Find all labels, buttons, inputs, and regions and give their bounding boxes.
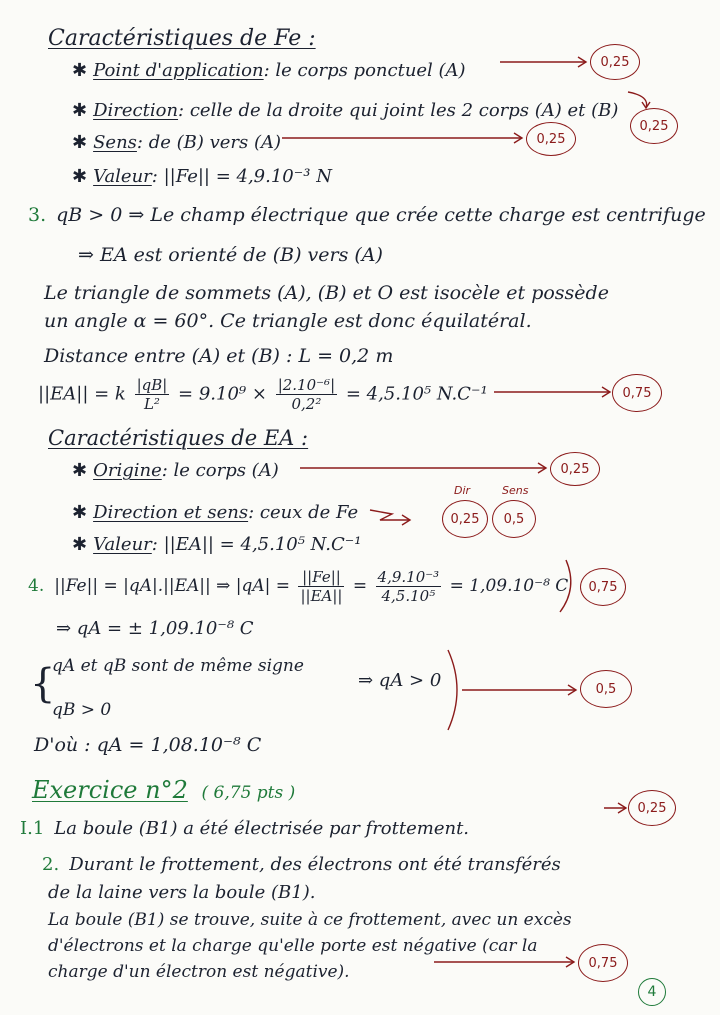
text-origine: : le corps (A) xyxy=(161,460,279,481)
text-direction: : celle de la droite qui joint les 2 corps (A) et (B) xyxy=(178,100,619,121)
score-sign: 0,5 xyxy=(580,670,632,708)
q4-result: = 1,09.10⁻⁸ C xyxy=(449,576,569,596)
frac-num: |qB| xyxy=(136,376,168,394)
ex2-item2c: La boule (B1) se trouve, suite à ce frottement, avec un excès xyxy=(48,910,572,930)
bullet-mark: ✱ xyxy=(72,100,88,121)
label-point: Point d'application xyxy=(93,60,264,81)
implication-qa-positive: ⇒ qA > 0 xyxy=(358,670,442,691)
item-number-i1: I.1 xyxy=(20,818,45,839)
q3-formula-c: = 4,5.10⁵ N.C⁻¹ xyxy=(345,383,488,405)
frac-den: 4,5.10⁵ xyxy=(381,587,436,605)
ex2-item2d: d'électrons et la charge qu'elle porte est négative (car la xyxy=(48,936,538,956)
section-title-fe: Caractéristiques de Fe : xyxy=(48,26,316,51)
question-number-4: 4. xyxy=(28,576,45,596)
q3-line5: Distance entre (A) et (B) : L = 0,2 m xyxy=(44,345,394,367)
label-dir-sens: Direction et sens xyxy=(93,502,249,523)
ex2-item2a-text: Durant le frottement, des électrons ont été transférés xyxy=(69,854,561,875)
bullet-mark: ✱ xyxy=(72,534,88,555)
label-sens: Sens xyxy=(93,132,137,153)
bullet-mark: ✱ xyxy=(72,460,88,481)
score-point: 0,25 xyxy=(590,44,640,80)
q3-line4: un angle α = 60°. Ce triangle est donc équilatéral. xyxy=(44,310,532,332)
q4-text1: ||Fe|| = |qA|.||EA|| ⇒ |qA| = xyxy=(54,576,291,596)
exercise-2-points: ( 6,75 pts ) xyxy=(201,783,296,803)
bracket-sign xyxy=(448,650,457,730)
label-direction: Direction xyxy=(93,100,179,121)
score-ex2-2: 0,75 xyxy=(578,944,628,982)
text-point: : le corps ponctuel (A) xyxy=(263,60,466,81)
frac-den: L² xyxy=(143,395,160,413)
score-sens: 0,25 xyxy=(526,122,576,156)
score-q4: 0,75 xyxy=(580,568,626,606)
exercise-2-title: Exercice n°2 xyxy=(32,776,188,804)
frac-den: ||EA|| xyxy=(300,587,343,605)
score-dir: 0,25 xyxy=(442,500,488,538)
ex2-item1-text: La boule (B1) a été électrisée par frottement. xyxy=(54,818,470,839)
brace-line1: qA et qB sont de même signe xyxy=(52,656,304,676)
q3-line2: ⇒ EA est orienté de (B) vers (A) xyxy=(78,244,383,266)
bullet-mark: ✱ xyxy=(72,132,88,153)
q3-formula-b: = 9.10⁹ × xyxy=(178,383,267,405)
q4-line2: ⇒ qA = ± 1,09.10⁻⁸ C xyxy=(56,618,254,639)
bullet-mark: ✱ xyxy=(72,60,88,81)
score-direction: 0,25 xyxy=(630,108,678,144)
q3-line3: Le triangle de sommets (A), (B) et O est isocèle et possède xyxy=(44,282,609,304)
text-valeur-ea: : ||EA|| = 4,5.10⁵ N.C⁻¹ xyxy=(151,534,362,555)
ex2-item2b: de la laine vers la boule (B1). xyxy=(48,882,316,903)
note-dir: Dir xyxy=(454,484,471,497)
bullet-mark: ✱ xyxy=(72,166,88,187)
item-number-2: 2. xyxy=(42,854,60,875)
frac-num: 4,9.10⁻³ xyxy=(377,568,440,586)
left-brace: { xyxy=(30,661,56,707)
bracket-q4 xyxy=(560,560,571,612)
score-sens2: 0,5 xyxy=(492,500,536,538)
frac-den: 0,2² xyxy=(291,395,322,413)
section-title-ea: Caractéristiques de EA : xyxy=(48,426,309,450)
ex2-item2e: charge d'un électron est négative). xyxy=(48,962,350,982)
text-sens: : de (B) vers (A) xyxy=(136,132,282,153)
q4-eq: = xyxy=(352,576,368,596)
score-ex2-1: 0,25 xyxy=(628,790,676,826)
page-number: 4 xyxy=(638,978,666,1006)
question-number-3: 3. xyxy=(28,204,47,226)
score-valeur-ea: 0,75 xyxy=(612,374,662,412)
score-origine: 0,25 xyxy=(550,452,600,486)
text-dir-sens: : ceux de Fe xyxy=(248,502,359,523)
brace-line2: qB > 0 xyxy=(52,700,112,720)
frac-num: ||Fe|| xyxy=(298,568,344,587)
note-sens: Sens xyxy=(502,484,529,497)
text-valeur: : ||Fe|| = 4,9.10⁻³ N xyxy=(151,166,332,187)
frac-num: |2.10⁻⁶| xyxy=(277,376,336,394)
q3-text1: qB > 0 ⇒ Le champ électrique que crée cette charge est centrifuge xyxy=(56,204,706,226)
q4-conclusion: D'où : qA = 1,08.10⁻⁸ C xyxy=(34,734,262,756)
label-origine: Origine xyxy=(93,460,162,481)
q3-formula-a: ||EA|| = k xyxy=(38,383,126,405)
arrow-dir-sens xyxy=(370,510,410,520)
bullet-mark: ✱ xyxy=(72,502,88,523)
label-valeur: Valeur xyxy=(93,166,152,187)
label-valeur-ea: Valeur xyxy=(93,534,152,555)
